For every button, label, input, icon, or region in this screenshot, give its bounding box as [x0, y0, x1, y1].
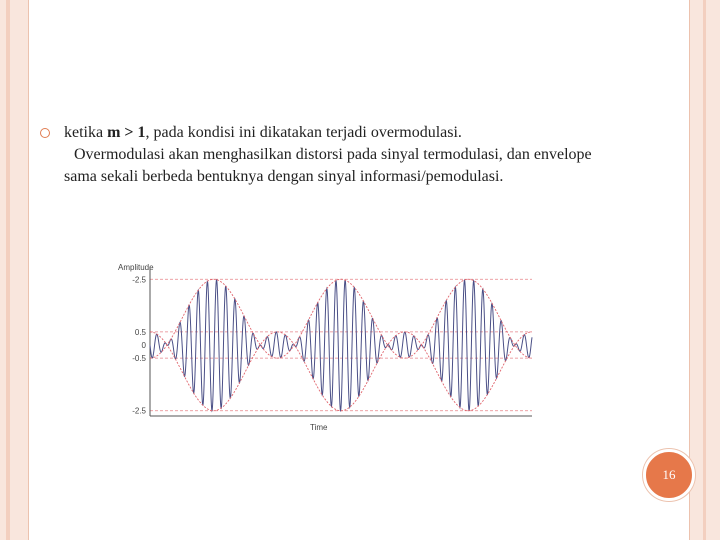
y-tick-labels [132, 275, 146, 415]
bullet-line1-post: , pada kondisi ini dikatakan terjadi overmodulasi. [145, 124, 462, 141]
y-tick-label: 0.5 [134, 327, 146, 337]
slide-body [40, 122, 620, 188]
y-tick-label: 0 [141, 341, 146, 350]
series-group [150, 279, 532, 410]
bullet-text [64, 122, 620, 144]
overmodulation-chart [112, 258, 540, 438]
x-axis-label: Time [310, 423, 328, 432]
page-number-badge [643, 449, 695, 501]
modulated-signal-line [150, 280, 532, 411]
bullet-line2: Overmodulasi akan menghasilkan distorsi pada sinyal termodulasi, dan envelope sama sekali berbeda bentuknya dengan sinyal informasi/pemodulasi. [64, 146, 592, 185]
left-frame-stripe [6, 0, 10, 540]
bullet-line1-pre: ketika [64, 124, 108, 141]
right-frame-stripe [703, 0, 706, 540]
bullet-circle-icon [40, 128, 50, 138]
page-number-text: 16 [662, 467, 676, 482]
right-frame-border [689, 0, 720, 540]
y-axis-label: Amplitude [118, 263, 154, 272]
y-tick-label: -2.5 [132, 406, 146, 416]
left-frame-border [0, 0, 29, 540]
y-tick-label: -2.5 [132, 275, 146, 285]
y-tick-label: -0.5 [132, 354, 146, 364]
bullet-line1-bold: m > 1 [107, 124, 146, 141]
